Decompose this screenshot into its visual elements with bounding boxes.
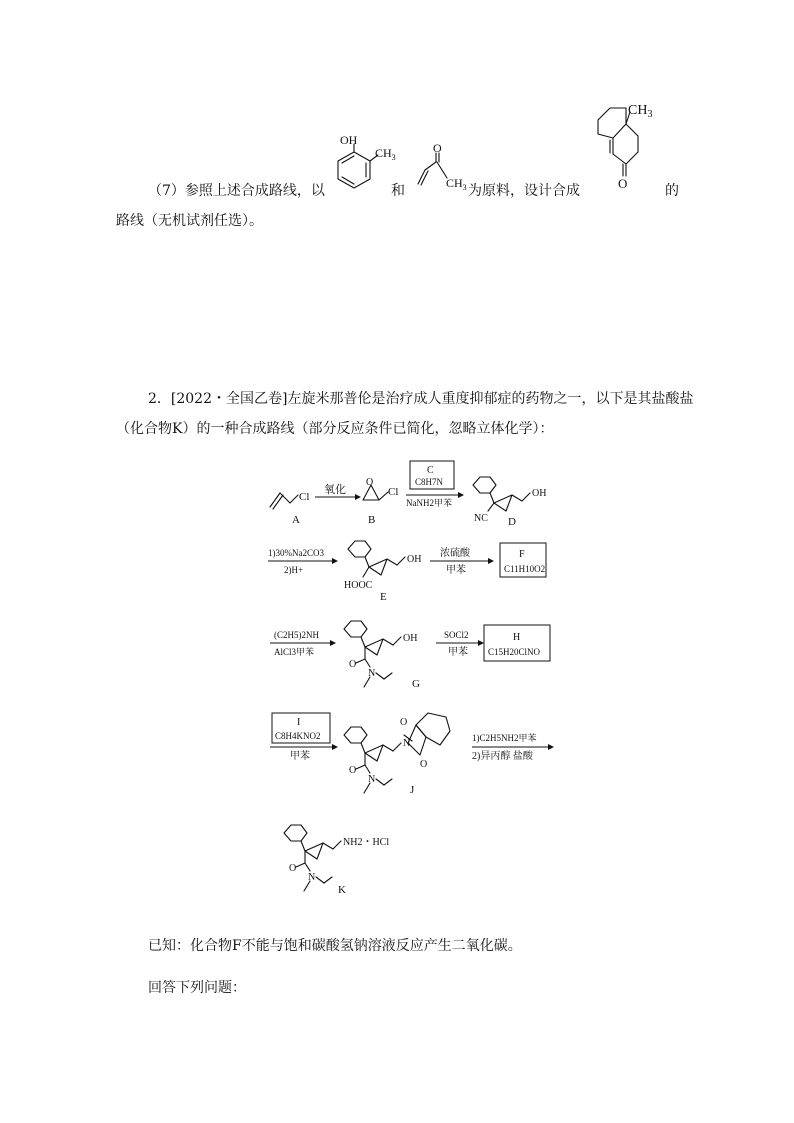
atom-o: O [349, 765, 357, 776]
compound-E-label: E [380, 591, 387, 603]
F-name: F [519, 549, 525, 560]
I-name: I [297, 717, 301, 728]
atom-oh: OH [407, 554, 422, 565]
synthesis-scheme [260, 455, 570, 915]
C-formula: C8H7N [415, 477, 444, 487]
H-formula: C15H20ClNO [488, 647, 541, 657]
compound-A-label: A [292, 514, 300, 526]
ch3-label: $CH_3$ [628, 103, 653, 120]
q7-text-and: 和 [391, 183, 405, 199]
compound-B-label: B [368, 514, 376, 526]
atom-cl: Cl [299, 491, 310, 503]
atom-n: N [368, 774, 376, 785]
o-cresol-structure [318, 128, 396, 200]
atom-cl: Cl [388, 486, 399, 498]
atom-oh: OH [532, 488, 547, 499]
compound-A-structure [270, 493, 298, 509]
compound-K-label: K [338, 884, 346, 896]
atom-o: O [289, 863, 297, 874]
ch3-label: $CH_3$ [375, 146, 396, 162]
reagent-hplus: 2)H+ [284, 565, 304, 575]
compound-D-structure [473, 477, 530, 511]
oh-label: OH [340, 133, 358, 147]
atom-o: O [366, 477, 374, 488]
atom-n: N [403, 738, 411, 749]
atom-n: N [368, 668, 376, 679]
reagent-oxidation: 氧化 [324, 484, 346, 496]
reagent-toluene: 甲苯 [448, 647, 468, 658]
compound-J-label: J [410, 784, 415, 796]
reagent-ipa-hcl: 2)异丙醇 盐酸 [472, 751, 533, 762]
atom-o: O [349, 659, 357, 670]
q2-text-line2: （化合物K）的一种合成路线（部分反应条件已简化，忽略立体化学）： [116, 421, 554, 437]
q7-text-line2: 路线（无机试剂任选）。 [116, 213, 263, 229]
methyl-vinyl-ketone-structure [412, 140, 472, 200]
ch3-label: $CH_3$ [446, 176, 467, 192]
atom-nc: NC [474, 513, 488, 524]
compound-E-structure [348, 541, 405, 577]
F-formula: C11H10O2 [504, 564, 546, 574]
reagent-toluene: 甲苯 [290, 751, 310, 762]
o-label: O [433, 141, 442, 155]
reagent-toluene: 甲苯 [446, 565, 466, 576]
atom-oh: OH [403, 633, 418, 644]
known-condition: 已知：化合物F不能与饱和碳酸氢钠溶液反应产生二氧化碳。 [148, 938, 522, 954]
atom-o: O [400, 717, 408, 728]
q2-text-line1: 2．[2022・全国乙卷]左旋米那普伦是治疗成人重度抑郁症的药物之一，以下是其盐酸盐 [148, 391, 694, 407]
I-formula: C8H4KNO2 [275, 731, 321, 741]
answer-prompt: 回答下列问题： [148, 980, 246, 996]
reagent-et2nh: (C2H5)2NH [274, 630, 319, 640]
q7-text-part1: （7）参照上述合成路线，以 [148, 183, 325, 199]
atom-hooc: HOOC [344, 580, 373, 591]
compound-D-label: D [508, 516, 516, 528]
reagent-etnh2: 1)C2H5NH2甲苯 [472, 733, 537, 743]
reagent-alcl3: AlCl3甲苯 [274, 647, 315, 657]
q7-text-de: 的 [665, 183, 679, 199]
reagent-na2co3: 1)30%Na2CO3 [268, 548, 324, 558]
atom-n: N [308, 872, 316, 883]
o-label: O [618, 176, 628, 191]
octalone-target-structure [580, 90, 670, 200]
atom-o: O [420, 759, 428, 770]
H-name: H [513, 632, 521, 643]
q7-text-part2: 为原料，设计合成 [468, 183, 580, 199]
compound-G-label: G [412, 678, 420, 690]
compound-J-structure [344, 713, 450, 793]
reagent-socl2: SOCl2 [444, 630, 469, 640]
C-name: C [427, 465, 434, 476]
atom-nh2hcl: NH2・HCl [343, 837, 390, 848]
reagent-nanh2: NaNH2甲苯 [406, 498, 452, 508]
reagent-h2so4: 浓硫酸 [440, 548, 470, 559]
